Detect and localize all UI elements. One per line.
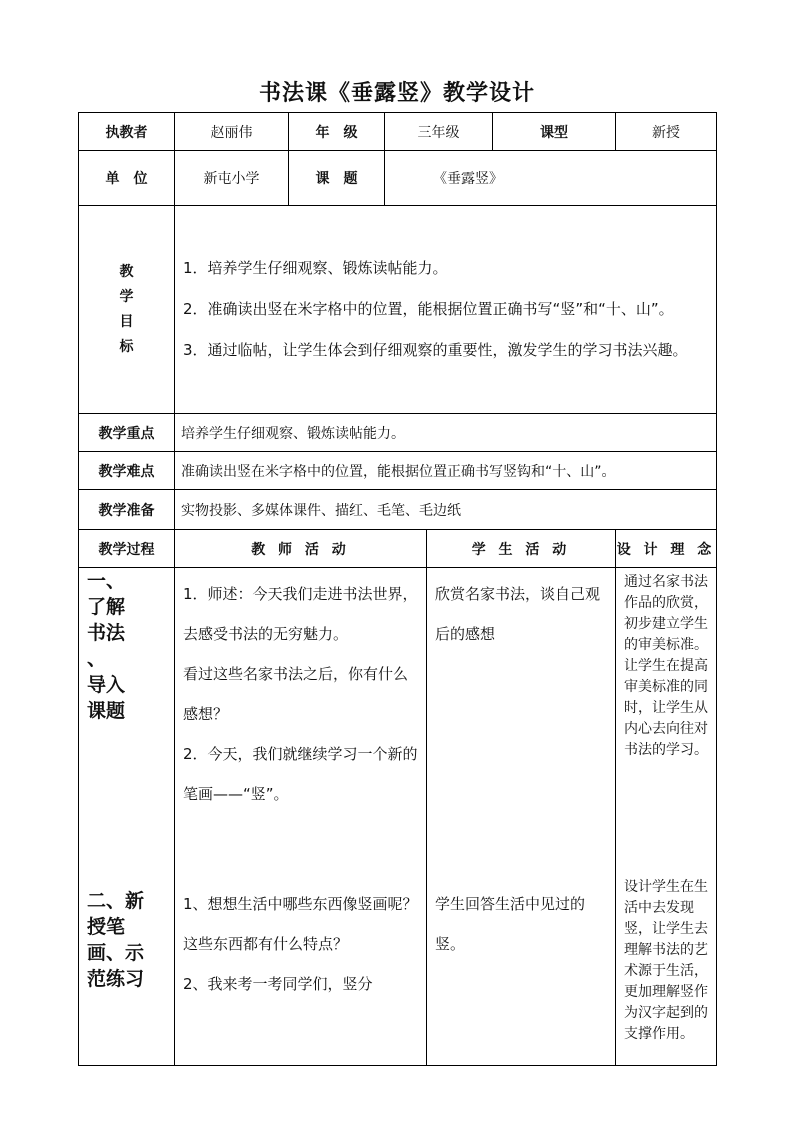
- key-point-row: [79, 414, 717, 452]
- goals-content: [175, 206, 717, 414]
- design-rationale-text: 设计学生在生活中去发现竖，让学生去理解书法的艺术源于生活，更加理解竖作为汉字起到的支撑作用。: [624, 879, 708, 1042]
- section-heading-line: 书法: [87, 622, 126, 644]
- goals-row: [79, 206, 717, 414]
- section-heading-line: 课题: [87, 700, 126, 722]
- unit-label: 单 位: [79, 151, 175, 206]
- goals-label-char: 学: [119, 288, 134, 305]
- design-rationale-header: 设 计 理 念: [616, 530, 717, 568]
- design-rationale-2: [616, 877, 716, 1045]
- section-heading-line: 范练习: [87, 968, 145, 990]
- section-heading-1: [87, 568, 174, 888]
- teacher-label: 执教者: [79, 113, 175, 151]
- goal-item: 3．通过临帖，让学生体会到仔细观察的重要性，激发学生的学习书法兴趣。: [183, 341, 688, 359]
- section-heading-line: 二、新: [87, 890, 145, 912]
- teacher-activity-line: 1．师述：今天我们走进书法世界，去感受书法的无穷魅力。: [183, 585, 418, 643]
- student-activity-2: [427, 884, 615, 964]
- teacher-activity-line: 2、我来考一考同学们，竖分: [183, 975, 373, 993]
- student-activity: [427, 568, 616, 1066]
- key-point-text: 培养学生仔细观察、锻炼读帖能力。: [175, 414, 717, 452]
- student-activity-line: 学生回答生活中见过的竖。: [435, 895, 586, 953]
- design-rationale-text: 通过名家书法作品的欣赏，初步建立学生的审美标准。让学生在提高审美标准的同时，让学生从内心去向往对书法的学习。: [624, 574, 708, 758]
- topic-value: 《垂露竖》: [385, 151, 717, 206]
- goals-label: [79, 206, 175, 414]
- difficulty-label: 教学难点: [79, 452, 175, 490]
- section-heading-line: 导入: [87, 674, 126, 696]
- teacher-activity-header: 教 师 活 动: [175, 530, 427, 568]
- unit-value: 新屯小学: [175, 151, 289, 206]
- header-row-1: [79, 113, 717, 151]
- section-heading-2: [87, 888, 174, 992]
- preparation-text: 实物投影、多媒体课件、描红、毛笔、毛边纸: [175, 490, 717, 530]
- process-label: 教学过程: [79, 530, 175, 568]
- goal-item: 2．准确读出竖在米字格中的位置，能根据位置正确书写“竖”和“十、山”。: [183, 300, 674, 318]
- student-activity-line: 欣赏名家书法，谈自己观后的感想: [435, 585, 601, 643]
- section-heading-line: 授笔: [87, 916, 126, 938]
- student-activity-header: 学 生 活 动: [427, 530, 616, 568]
- goals-label-char: 标: [119, 338, 134, 355]
- teacher-activity-line: 1、想想生活中哪些东西像竖画呢？这些东西都有什么特点？: [183, 895, 418, 953]
- difficulty-text: 准确读出竖在米字格中的位置，能根据位置正确书写竖钩和“十、山”。: [175, 452, 717, 490]
- topic-label: 课 题: [289, 151, 385, 206]
- section-heading-line: 、: [87, 648, 107, 670]
- key-point-label: 教学重点: [79, 414, 175, 452]
- teacher-activity-line: 看过这些名家书法之后，你有什么感想？: [183, 665, 409, 723]
- preparation-label: 教学准备: [79, 490, 175, 530]
- teacher-name: 赵丽伟: [175, 113, 289, 151]
- teacher-activity-line: 2．今天，我们就继续学习一个新的笔画——“竖”。: [183, 745, 418, 803]
- type-value: 新授: [616, 113, 717, 151]
- design-rationale-1: [616, 572, 716, 877]
- difficulty-row: [79, 452, 717, 490]
- teacher-activity-1: [175, 574, 426, 884]
- teacher-activity: [175, 568, 427, 1066]
- type-label: 课型: [493, 113, 616, 151]
- process-body-row: [79, 568, 717, 1066]
- section-heading-line: 了解: [87, 596, 126, 618]
- page-title: 书法课《垂露竖》教学设计: [258, 80, 535, 106]
- section-heading-line: 一、: [87, 570, 126, 592]
- grade-value: 三年级: [385, 113, 493, 151]
- goals-label-char: 教: [119, 263, 134, 280]
- header-row-2: [79, 151, 717, 206]
- lesson-plan-table: [78, 112, 717, 1066]
- student-activity-1: [427, 574, 615, 884]
- section-heading-line: 画、示: [87, 942, 145, 964]
- teacher-activity-2: [175, 884, 426, 1004]
- goal-item: 1．培养学生仔细观察、锻炼读帖能力。: [183, 259, 448, 277]
- design-rationale: [616, 568, 717, 1066]
- preparation-row: [79, 490, 717, 530]
- process-header-row: [79, 530, 717, 568]
- section-headings: [79, 568, 175, 1066]
- grade-label: 年 级: [289, 113, 385, 151]
- goals-label-char: 目: [119, 313, 134, 330]
